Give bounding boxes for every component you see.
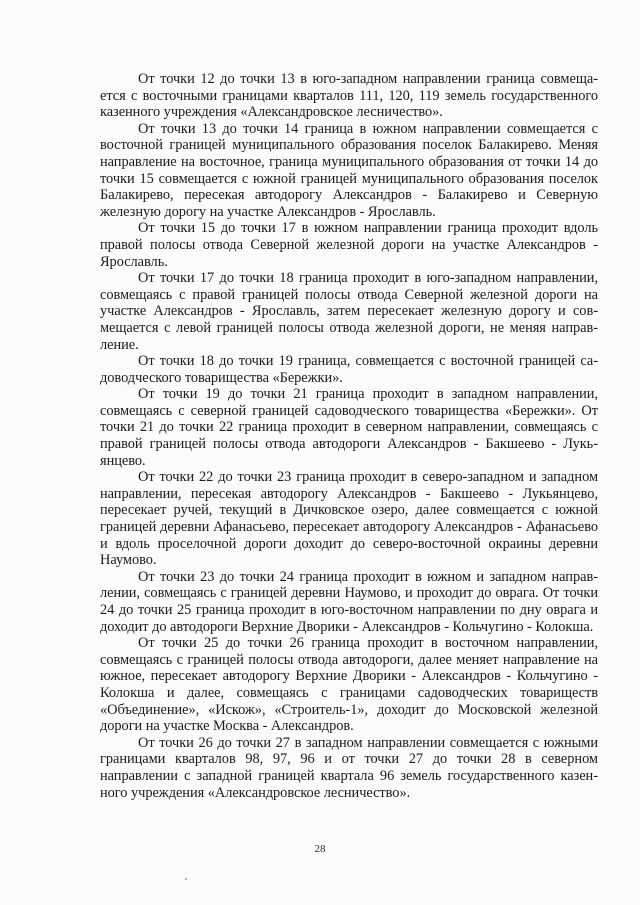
paragraph-7: От точки 22 до точки 23 граница проходит в северо-западном и западном направлении, пересекая автодорогу Александров - Бакшеево - Лукьянцево, пересекает ручей, текущий в Дичковское озеро, далее совмещается с южной границей деревни Афанасьево, пересекает автодорогу Александров - Афанасьево и вдоль проселочной дороги доходит до северо-восточной окраины деревни Наумово. — [100, 469, 598, 569]
paragraph-1: От точки 12 до точки 13 в юго-западном направлении граница совмещается с восточными границами кварталов 111, 120, 119 земель государственного казенного учреждения «Александровское лесничество». — [100, 71, 598, 121]
paragraph-4: От точки 17 до точки 18 граница проходит в юго-западном направлении, совмещаясь с правой границей полосы отвода Северной железной дороги на участке Александров - Ярославль, затем пересекает железную дорогу и совмещается с левой границей полосы отвода железной дороги, не меняя направление. — [100, 270, 598, 353]
paragraph-6: От точки 19 до точки 21 граница проходит в западном направлении, совмещаясь с северной границей садоводческого товарищества «Бережки». От точки 21 до точки 22 граница проходит в северном направлении, совмещаясь с правой границей полосы отвода автодороги Александров - Бакшеево - Лукьянцево. — [100, 386, 598, 469]
document-body — [100, 71, 598, 801]
paragraph-9: От точки 25 до точки 26 граница проходит в восточном направлении, совмещаясь с границей полосы отвода автодороги, далее меняет направление на южное, пересекает автодорогу Верхние Дворики - Александров - Кольчугино - Колокша и далее, совмещаясь с границами садоводческих товариществ «Объединение», «Искож», «Строитель-1», доходит до Московской железной дороги на участке Москва - Александров. — [100, 635, 598, 735]
scan-speck — [185, 878, 187, 880]
paragraph-3: От точки 15 до точки 17 в южном направлении граница проходит вдоль правой полосы отвода Северной железной дороги на участке Александров - Ярославль. — [100, 220, 598, 270]
paragraph-2: От точки 13 до точки 14 граница в южном направлении совмещается с восточной границей муниципального образования поселок Балакирево. Меняя направление на восточное, граница муниципального образования от точки 14 до точки 15 совмещается с южной границей муниципального образования поселок Балакирево, пересекая автодорогу Александров - Балакирево и Северную железную дорогу на участке Александров - Ярославль. — [100, 120, 598, 220]
paragraph-5: От точки 18 до точки 19 граница, совмещается с восточной границей садоводческого товарищества «Бережки». — [100, 353, 598, 386]
paragraph-10: От точки 26 до точки 27 в западном направлении совмещается с южными границами кварталов 98, 97, 96 и от точки 27 до точки 28 в северном направлении с западной границей квартала 96 земель государственного казенного учреждения «Александровское лесничество». — [100, 734, 598, 801]
paragraph-8: От точки 23 до точки 24 граница проходит в южном и западном направлении, совмещаясь с границей деревни Наумово, и проходит до оврага. От точки 24 до точки 25 граница проходит в юго-восточном направлении по дну оврага и доходит до автодороги Верхние Дворики - Александров - Кольчугино - Колокша. — [100, 568, 598, 635]
page-number: 28 — [314, 843, 326, 855]
